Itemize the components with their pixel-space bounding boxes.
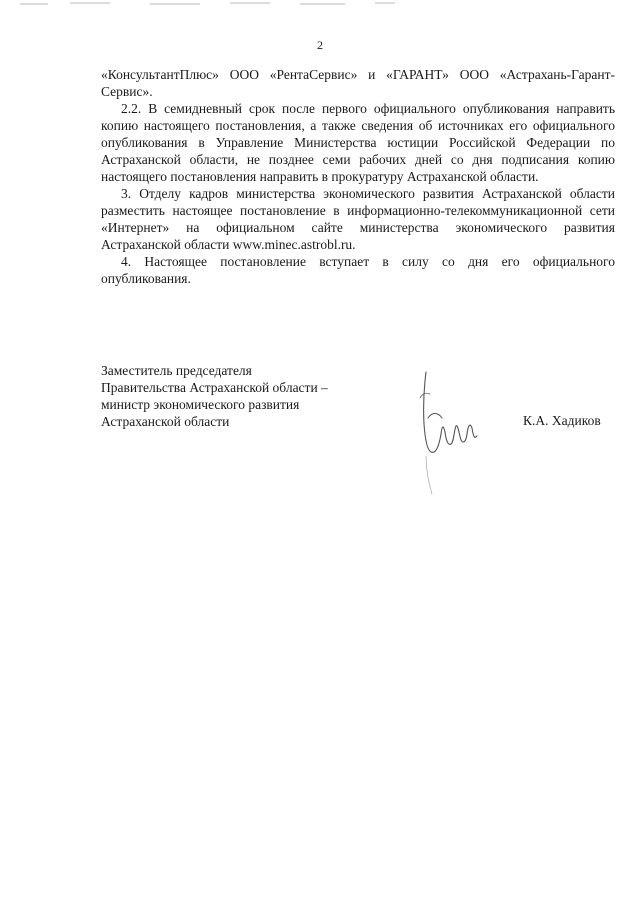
paragraph-continuation: «КонсультантПлюс» ООО «РентаСервис» и «ГАРАНТ» ООО «Астрахань-Гарант-Сервис». (101, 67, 615, 99)
page-number: 2 (317, 38, 323, 52)
document-body (101, 66, 615, 287)
paragraph-4: 4. Настоящее постановление вступает в силу со дня его официального опубликования. (101, 254, 615, 286)
handwritten-signature (412, 368, 482, 498)
paragraph-3: 3. Отделу кадров министерства экономического развития Астраханской области разместить настоящее постановление в информационно-телекоммуникационной сети «Интернет» на официальном сайте министерства экономического развития Астраханской области www.minec.astrobl.ru. (101, 186, 615, 252)
signer-name: К.А. Хадиков (523, 413, 601, 428)
scan-artifact-marks (0, 0, 640, 8)
paragraph-2-2: 2.2. В семидневный срок после первого официального опубликования направить копию настоящего постановления, а также сведения об источниках его официального опубликования в Управление Министерства юстиции Российской Федерации по Астраханской области, не позднее семи рабочих дней со дня подписания копию настоящего постановления направить в прокуратуру Астраханской области. (101, 101, 615, 184)
signatory-line: Заместитель председателя (101, 363, 252, 378)
signatory-line: Правительства Астраханской области – (101, 380, 328, 395)
signatory-line: министр экономического развития (101, 397, 300, 412)
signatory-line: Астраханской области (101, 414, 230, 429)
signatory-title (101, 362, 401, 430)
